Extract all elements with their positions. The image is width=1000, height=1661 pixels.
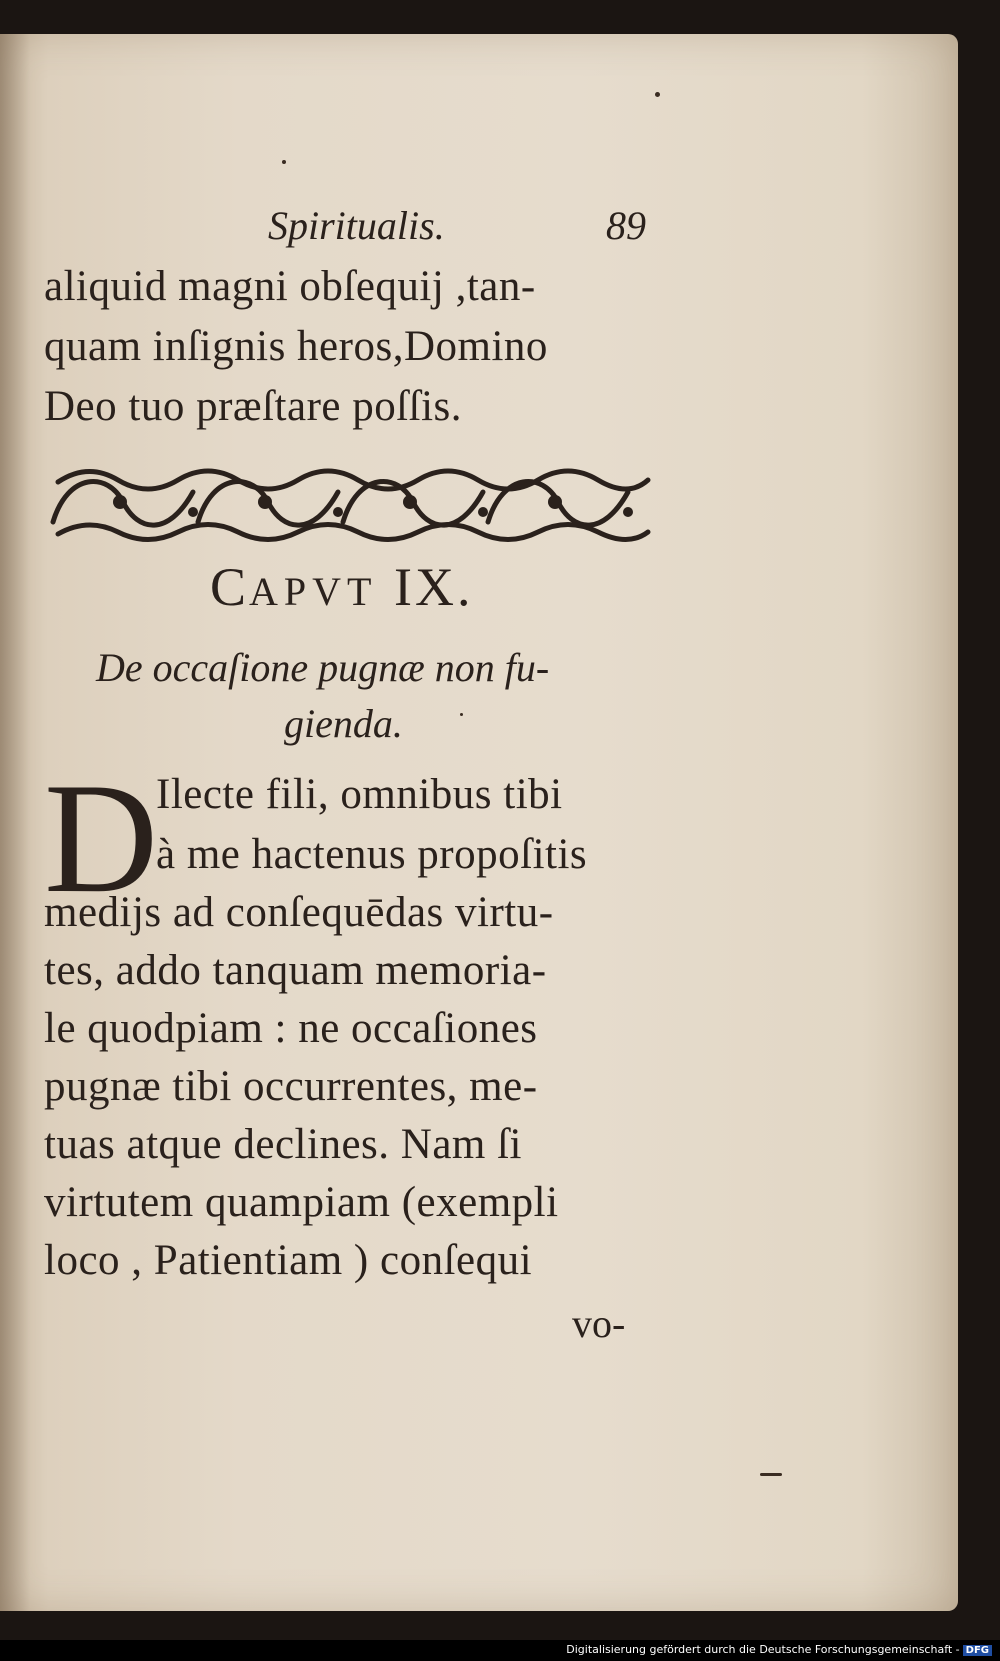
dfg-logo: DFG (963, 1645, 992, 1656)
body-line-2: à me hactenus propoſitis (156, 831, 588, 878)
spine-shadow (0, 34, 30, 1611)
paper-speck (460, 713, 463, 716)
drop-cap: D (44, 751, 159, 926)
text-line-2: quam inſignis heros,Domino (44, 323, 548, 370)
running-head: Spiritualis. (268, 203, 445, 248)
chapter-heading-numeral: IX. (393, 557, 474, 617)
chapter-heading (210, 556, 473, 618)
body-line-9: loco , Patientiam ) conſequi (44, 1237, 533, 1284)
footer-credit-text: Digitalisierung gefördert durch die Deutsche Forschungsgemeinschaft - (566, 1643, 960, 1656)
chapter-subtitle-line-1: De occaſione pugnæ non fu- (96, 645, 550, 690)
decorative-ornament-band (48, 462, 652, 544)
catchword: vo- (572, 1301, 626, 1346)
paper-speck (282, 160, 286, 164)
body-line-7: tuas atque declines. Nam ſi (44, 1121, 522, 1168)
paper-speck (655, 92, 660, 97)
body-line-3: medijs ad conſequēdas virtu- (44, 889, 554, 936)
chapter-subtitle-line-2: gienda. (284, 701, 403, 746)
text-line-3: Deo tuo præſtare poſſis. (44, 383, 463, 430)
footer-credit (566, 1643, 992, 1656)
body-line-5: le quodpiam : ne occaſiones (44, 1005, 538, 1052)
body-line-4: tes, addo tanquam memoria- (44, 947, 547, 994)
chapter-heading-smallcaps: APVT (249, 569, 378, 614)
body-line-6: pugnæ tibi occurrentes, me- (44, 1063, 538, 1110)
page-number: 89 (606, 203, 646, 248)
body-line-8: virtutem quampiam (exempli (44, 1179, 559, 1226)
paper-speck (760, 1473, 782, 1476)
chapter-heading-initial: C (210, 557, 250, 617)
text-line-1: aliquid magni obſequij ,tan- (44, 263, 536, 310)
body-line-1: Ilecte fili, omnibus tibi (156, 771, 563, 818)
